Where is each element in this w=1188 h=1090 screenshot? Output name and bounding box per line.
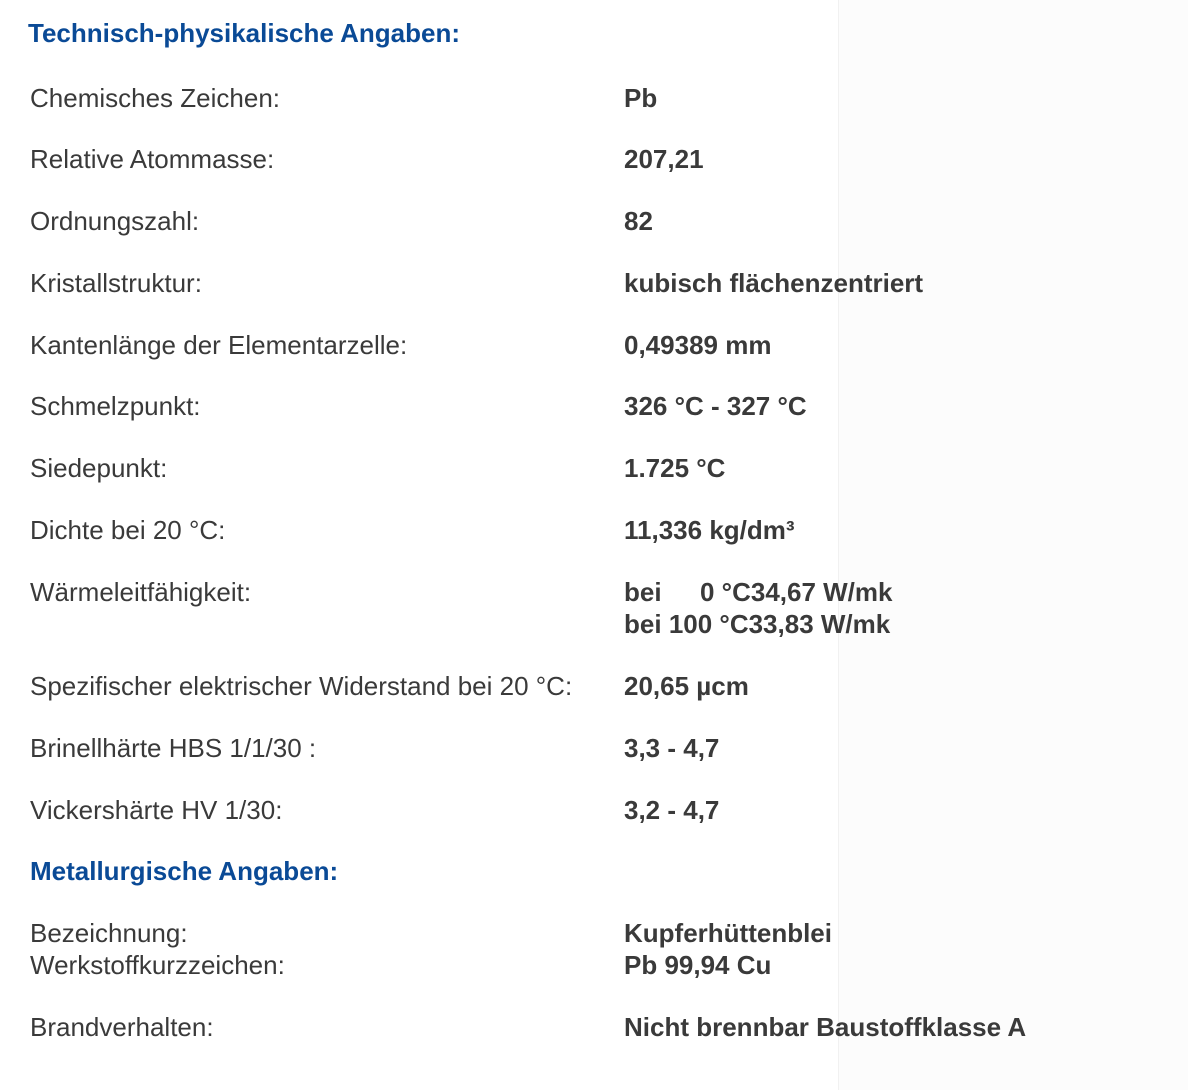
spec-label: Chemisches Zeichen: [30, 83, 280, 113]
spec-value: 3,3 - 4,7 [624, 733, 720, 763]
conductivity-reading: 33,83 W/mk [748, 609, 891, 639]
right-background-panel [838, 0, 1188, 1090]
spec-label: Schmelzpunkt: [30, 391, 201, 421]
spec-label: Kristallstruktur: [30, 268, 202, 298]
spec-label: Werkstoffkurzzeichen: [30, 950, 285, 980]
spec-label-multiline [30, 917, 285, 981]
spec-label: Kantenlänge der Elementarzelle: [30, 330, 408, 360]
spec-label: Bezeichnung: [30, 918, 188, 948]
spec-label: Brandverhalten: [30, 1012, 214, 1042]
conductivity-temp: 100 °C [668, 609, 749, 639]
conductivity-prefix: bei [624, 609, 662, 639]
spec-value: Pb [624, 83, 658, 113]
spec-label: Ordnungszahl: [30, 206, 200, 236]
spec-value: 82 [624, 206, 653, 236]
spec-value: Kupferhüttenblei [624, 918, 832, 948]
conductivity-line-0 [624, 576, 893, 608]
conductivity-line-1 [624, 608, 893, 640]
spec-value: 326 °C - 327 °C [624, 391, 807, 421]
section-heading-metallurgical: Metallurgische Angaben: [30, 856, 339, 886]
spec-value: 0,49389 mm [624, 330, 772, 360]
spec-value: kubisch flächenzentriert [624, 268, 924, 298]
spec-label: Wärmeleitfähigkeit: [30, 577, 252, 607]
spec-value: Pb 99,94 Cu [624, 950, 772, 980]
spec-value-multiline [624, 917, 832, 981]
spec-value: Nicht brennbar Baustoffklasse A [624, 1012, 1027, 1042]
spec-label: Dichte bei 20 °C: [30, 515, 226, 545]
spec-label: Spezifischer elektrischer Widerstand bei 20 °C: [30, 671, 573, 701]
conductivity-prefix: bei [624, 577, 662, 607]
spec-value: 207,21 [624, 144, 704, 174]
spec-value: 20,65 µcm [624, 671, 749, 701]
section-heading-technical: Technisch-physikalische Angaben: [28, 18, 460, 48]
spec-value-multiline [624, 576, 893, 640]
conductivity-reading: 34,67 W/mk [750, 577, 893, 607]
spec-value: 11,336 kg/dm³ [624, 515, 795, 545]
spec-value: 1.725 °C [624, 453, 726, 483]
spec-label: Vickershärte HV 1/30: [30, 795, 283, 825]
spec-value: 3,2 - 4,7 [624, 795, 720, 825]
conductivity-temp: 0 °C [700, 577, 751, 607]
spec-label: Relative Atommasse: [30, 144, 275, 174]
spec-label: Siedepunkt: [30, 453, 168, 483]
spec-label: Brinellhärte HBS 1/1/30 : [30, 733, 317, 763]
